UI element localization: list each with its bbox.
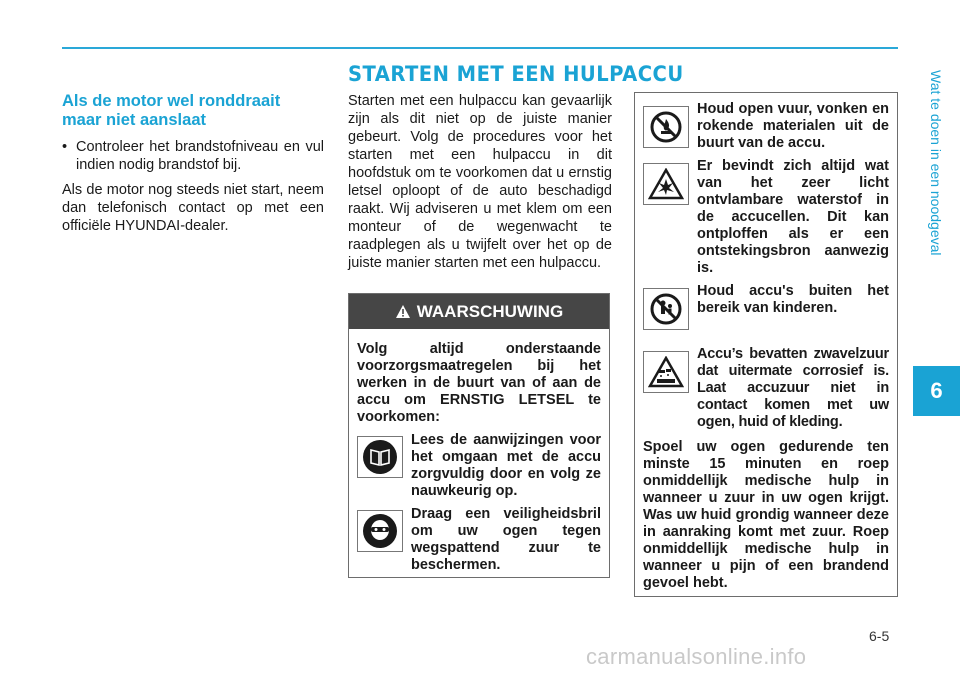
no-children-icon [643,288,689,330]
watermark: carmanualsonline.info [586,644,807,669]
hazard-box [634,92,898,597]
warning-item [357,432,601,500]
hazard-item [643,101,889,152]
page-number: 6-5 [869,628,890,644]
bullet-item [62,138,324,174]
corrosive-icon [643,351,689,393]
dealer-paragraph: Als de motor nog steeds niet start, neem dan telefonisch contact op met een officiële HYUNDAI-dealer. [62,182,324,234]
chapter-side-label: Wat te doen in een noodgeval [928,70,944,256]
top-rule [62,47,898,49]
subsection-heading: Als de motor wel ronddraait maar niet aanslaat [62,92,281,129]
hazard-item-text: Accu’s bevatten zwavelzuur dat uitermate corrosief is. Laat accuzuur niet in contact komen met uw ogen, huid of kleding. [697,346,889,430]
book-icon [357,436,403,478]
warning-header [349,294,609,329]
bullet-text: Controleer het brandstofniveau en vul indien nodig brandstof bij. [76,139,324,173]
intro-paragraph: Starten met een hulpaccu kan gevaarlijk zijn als dit niet op de juiste manier gebeurt. Volg de procedures voor het starten met een hulpaccu in dit hoofdstuk om te voorkomen dat u ernstig letsel oploopt of de auto beschadigd raakt. Wij adviseren u met klem om een monteur of de wegenwacht te raadplegen als u twijfelt over het op de juiste manier starten met een hulpaccu. [348,93,612,271]
no-flame-icon [643,106,689,148]
hazard-item [643,346,889,431]
explosion-icon [643,163,689,205]
left-column [62,92,324,235]
warning-triangle-icon [395,304,411,319]
hazard-item-text: Er bevindt zich altijd wat van het zeer licht ontvlambare waterstof in de accucellen. Dit kan ontploffen als er een ontstekingsbron aanwezig is. [697,158,889,276]
goggles-icon [357,510,403,552]
warning-intro: Volg altijd onderstaande voorzorgsmaatregelen bij het werken in de buurt van of aan de accu om ERNSTIG LETSEL te voorkomen: [357,341,601,425]
warning-box [348,293,610,578]
hazard-item-text: Houd open vuur, vonken en rokende materialen uit de buurt van de accu. [697,101,889,151]
bullet-icon: • [62,139,68,155]
hazard-item [643,158,889,277]
chapter-tab[interactable]: 6 [913,366,960,416]
warning-item-text: Lees de aanwijzingen voor het omgaan met de accu zorgvuldig door en volg ze nauwkeurig op. [411,432,601,499]
warning-label: WAARSCHUWING [416,301,564,321]
warning-item [357,506,601,574]
first-aid-paragraph: Spoel uw ogen gedurende ten minste 15 minuten en roep onmiddellijk medische hulp in wanneer u zuur in uw ogen krijgt. Was uw huid grondig wanneer deze in aanraking komt met zuur. Roep onmiddellijk medische hulp in wanneer u pijn of een brandend gevoel hebt. [643,439,889,591]
hazard-item [643,283,889,330]
warning-item-text: Draag een veiligheidsbril om uw ogen tegen wegspattend zuur te beschermen. [411,506,601,573]
section-title: STARTEN MET EEN HULPACCU [348,62,684,86]
hazard-item-text: Houd accu's buiten het bereik van kinderen. [697,283,889,316]
